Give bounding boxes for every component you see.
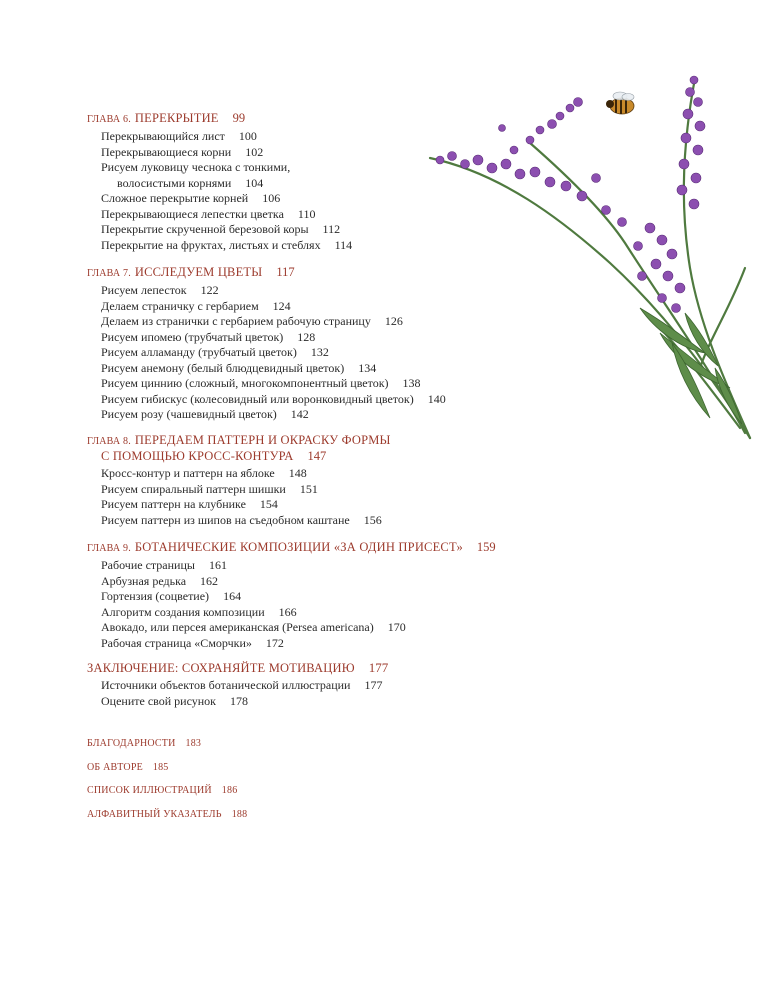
toc-item-text: Перекрытие на фруктах, листьях и стеблях xyxy=(101,237,321,252)
toc-item-text: Делаем из странички с гербарием рабочую страницу xyxy=(101,314,371,328)
toc-item-page: 154 xyxy=(259,497,278,511)
toc-item xyxy=(101,466,507,482)
chapter-items xyxy=(87,466,507,528)
toc-item-text: Перекрытие скрученной березовой коры xyxy=(101,222,309,236)
toc-item-text: Перекрывающиеся лепестки цветка xyxy=(101,206,284,221)
toc-item-text: Алгоритм создания композиции xyxy=(101,604,265,619)
toc-item-text: Арбузная редька xyxy=(101,573,187,588)
toc-item-text: Рисуем паттерн на клубнике xyxy=(101,497,246,511)
toc-item-page: 166 xyxy=(278,604,297,619)
toc-item-text: Рисуем паттерн из шипов на съедобном каштане xyxy=(101,512,350,527)
chapter-number: ГЛАВА 6. xyxy=(87,114,131,125)
toc-item-page: 126 xyxy=(384,314,403,328)
toc-item-text: Рисуем алламанду (трубчатый цветок) xyxy=(101,345,297,359)
chapter-page: 99 xyxy=(232,111,246,125)
toc-item-text: Рисуем ипомею (трубчатый цветок) xyxy=(101,329,284,344)
toc-item-page: 124 xyxy=(272,298,291,313)
chapter-title xyxy=(87,660,507,676)
toc-item-text: волосистыми корнями xyxy=(117,175,232,190)
toc-item-page: 122 xyxy=(200,283,219,297)
toc-item-text: Сложное перекрытие корней xyxy=(101,191,249,205)
toc-item-text: Рисуем анемону (белый блюдцевидный цветок) xyxy=(101,360,345,375)
back-matter-title: АЛФАВИТНЫЙ УКАЗАТЕЛЬ xyxy=(87,809,222,820)
toc-item-page: 161 xyxy=(208,558,227,572)
back-matter-title: БЛАГОДАРНОСТИ xyxy=(87,738,176,749)
chapter-items xyxy=(87,558,507,651)
chapter-name: ПЕРЕДАЕМ ПАТТЕРН И ОКРАСКУ ФОРМЫ xyxy=(134,433,391,447)
back-matter-index xyxy=(87,808,247,822)
chapter-page: 147 xyxy=(307,449,327,463)
toc-item-text: Рабочие страницы xyxy=(101,558,195,572)
toc-item-page: 134 xyxy=(358,360,377,375)
conclusion-section xyxy=(87,660,507,709)
toc-item-page: 102 xyxy=(245,144,264,159)
toc-item xyxy=(101,605,507,621)
toc-item-page: 177 xyxy=(364,678,383,692)
toc-item-text: Рисуем циннию (сложный, многокомпонентный цветок) xyxy=(101,376,389,390)
toc-item-text: Источники объектов ботанической иллюстрации xyxy=(101,678,351,692)
chapter-number: ГЛАВА 9. xyxy=(87,543,131,554)
toc-item-page: 164 xyxy=(223,589,242,603)
leaves xyxy=(640,308,742,424)
toc-item-text: Рисуем розу (чашевидный цветок) xyxy=(101,407,277,421)
back-matter-illustrations xyxy=(87,784,237,798)
lavender-illustration xyxy=(410,68,760,448)
toc-item-text: Рисуем спиральный паттерн шишки xyxy=(101,481,286,496)
toc-item-page: 148 xyxy=(288,466,307,480)
toc-item-page: 140 xyxy=(427,391,446,406)
toc-item-page: 128 xyxy=(297,329,316,344)
toc-item-page: 156 xyxy=(363,512,382,527)
toc-item-text: Перекрывающиеся корни xyxy=(101,144,232,159)
toc-item xyxy=(101,694,507,710)
chapter-page: 117 xyxy=(276,265,295,279)
chapter-number: ГЛАВА 7. xyxy=(87,268,131,279)
toc-item-page: 170 xyxy=(387,620,406,634)
toc-item xyxy=(101,589,507,605)
toc-item-page: 114 xyxy=(334,237,353,252)
chapter-title xyxy=(87,540,507,556)
toc-item-page: 178 xyxy=(230,693,249,708)
back-matter-page: 183 xyxy=(185,738,202,749)
back-matter-page: 185 xyxy=(152,762,169,773)
toc-item-page: 138 xyxy=(402,376,421,390)
chapter-items xyxy=(87,678,507,709)
chapter-name: ИССЛЕДУЕМ ЦВЕТЫ xyxy=(134,265,263,279)
back-matter-page: 188 xyxy=(231,809,248,820)
toc-item xyxy=(101,574,507,590)
toc-item xyxy=(101,558,507,574)
chapter-name: ПЕРЕКРЫТИЕ xyxy=(134,111,219,125)
back-matter-title: СПИСОК ИЛЛЮСТРАЦИЙ xyxy=(87,785,212,796)
toc-item-page: 151 xyxy=(299,481,318,496)
back-matter-acknowledgements xyxy=(87,737,201,751)
toc-item-text: Перекрывающийся лист xyxy=(101,129,225,143)
toc-item-page: 100 xyxy=(238,129,257,143)
toc-item-page: 112 xyxy=(322,222,341,236)
toc-item-text: Делаем страничку с гербарием xyxy=(101,298,259,313)
bee-icon xyxy=(606,92,634,114)
chapter-name: ЗАКЛЮЧЕНИЕ: СОХРАНЯЙТЕ МОТИВАЦИЮ xyxy=(87,661,355,675)
toc-item-text: Авокадо, или персея американская (Persea americana) xyxy=(101,620,374,634)
chapter-page: 177 xyxy=(368,660,389,675)
toc-item xyxy=(101,620,507,636)
toc-item-text: Рисуем луковицу чеснока с тонкими, xyxy=(101,160,291,174)
lavender-buds xyxy=(436,76,705,313)
toc-item-text: Гортензия (соцветие) xyxy=(101,589,210,603)
toc-item-page: 172 xyxy=(265,635,284,650)
toc-item-text: Оцените свой рисунок xyxy=(101,693,217,708)
chapter-title-line2 xyxy=(87,449,507,464)
chapter-9 xyxy=(87,540,507,651)
toc-item-page: 142 xyxy=(290,407,309,421)
toc-item-page: 106 xyxy=(262,191,281,205)
toc-item-page: 132 xyxy=(310,345,329,359)
chapter-name: БОТАНИЧЕСКИЕ КОМПОЗИЦИИ «ЗА ОДИН ПРИСЕСТ» xyxy=(134,540,463,554)
toc-item xyxy=(101,497,507,513)
toc-item xyxy=(101,636,507,652)
chapter-number: ГЛАВА 8. xyxy=(87,436,131,447)
chapter-name: С ПОМОЩЬЮ КРОСС-КОНТУРА xyxy=(101,449,294,463)
chapter-page: 159 xyxy=(476,540,496,554)
stems xyxy=(427,78,750,438)
toc-item-text: Рисуем лепесток xyxy=(101,283,187,297)
toc-item-text: Кросс-контур и паттерн на яблоке xyxy=(101,466,275,480)
toc-item xyxy=(101,482,507,498)
toc-item xyxy=(101,513,507,529)
back-matter-about-author xyxy=(87,761,169,775)
toc-item xyxy=(101,678,507,694)
back-matter-title: ОБ АВТОРЕ xyxy=(87,762,143,773)
toc-item-page: 104 xyxy=(245,175,264,190)
back-matter-page: 186 xyxy=(221,785,238,796)
toc-item-text: Рисуем гибискус (колесовидный или воронковидный цветок) xyxy=(101,391,414,406)
toc-item-page: 162 xyxy=(200,573,219,588)
toc-item-page: 110 xyxy=(297,206,316,221)
toc-item-text: Рабочая страница «Сморчки» xyxy=(101,635,252,650)
